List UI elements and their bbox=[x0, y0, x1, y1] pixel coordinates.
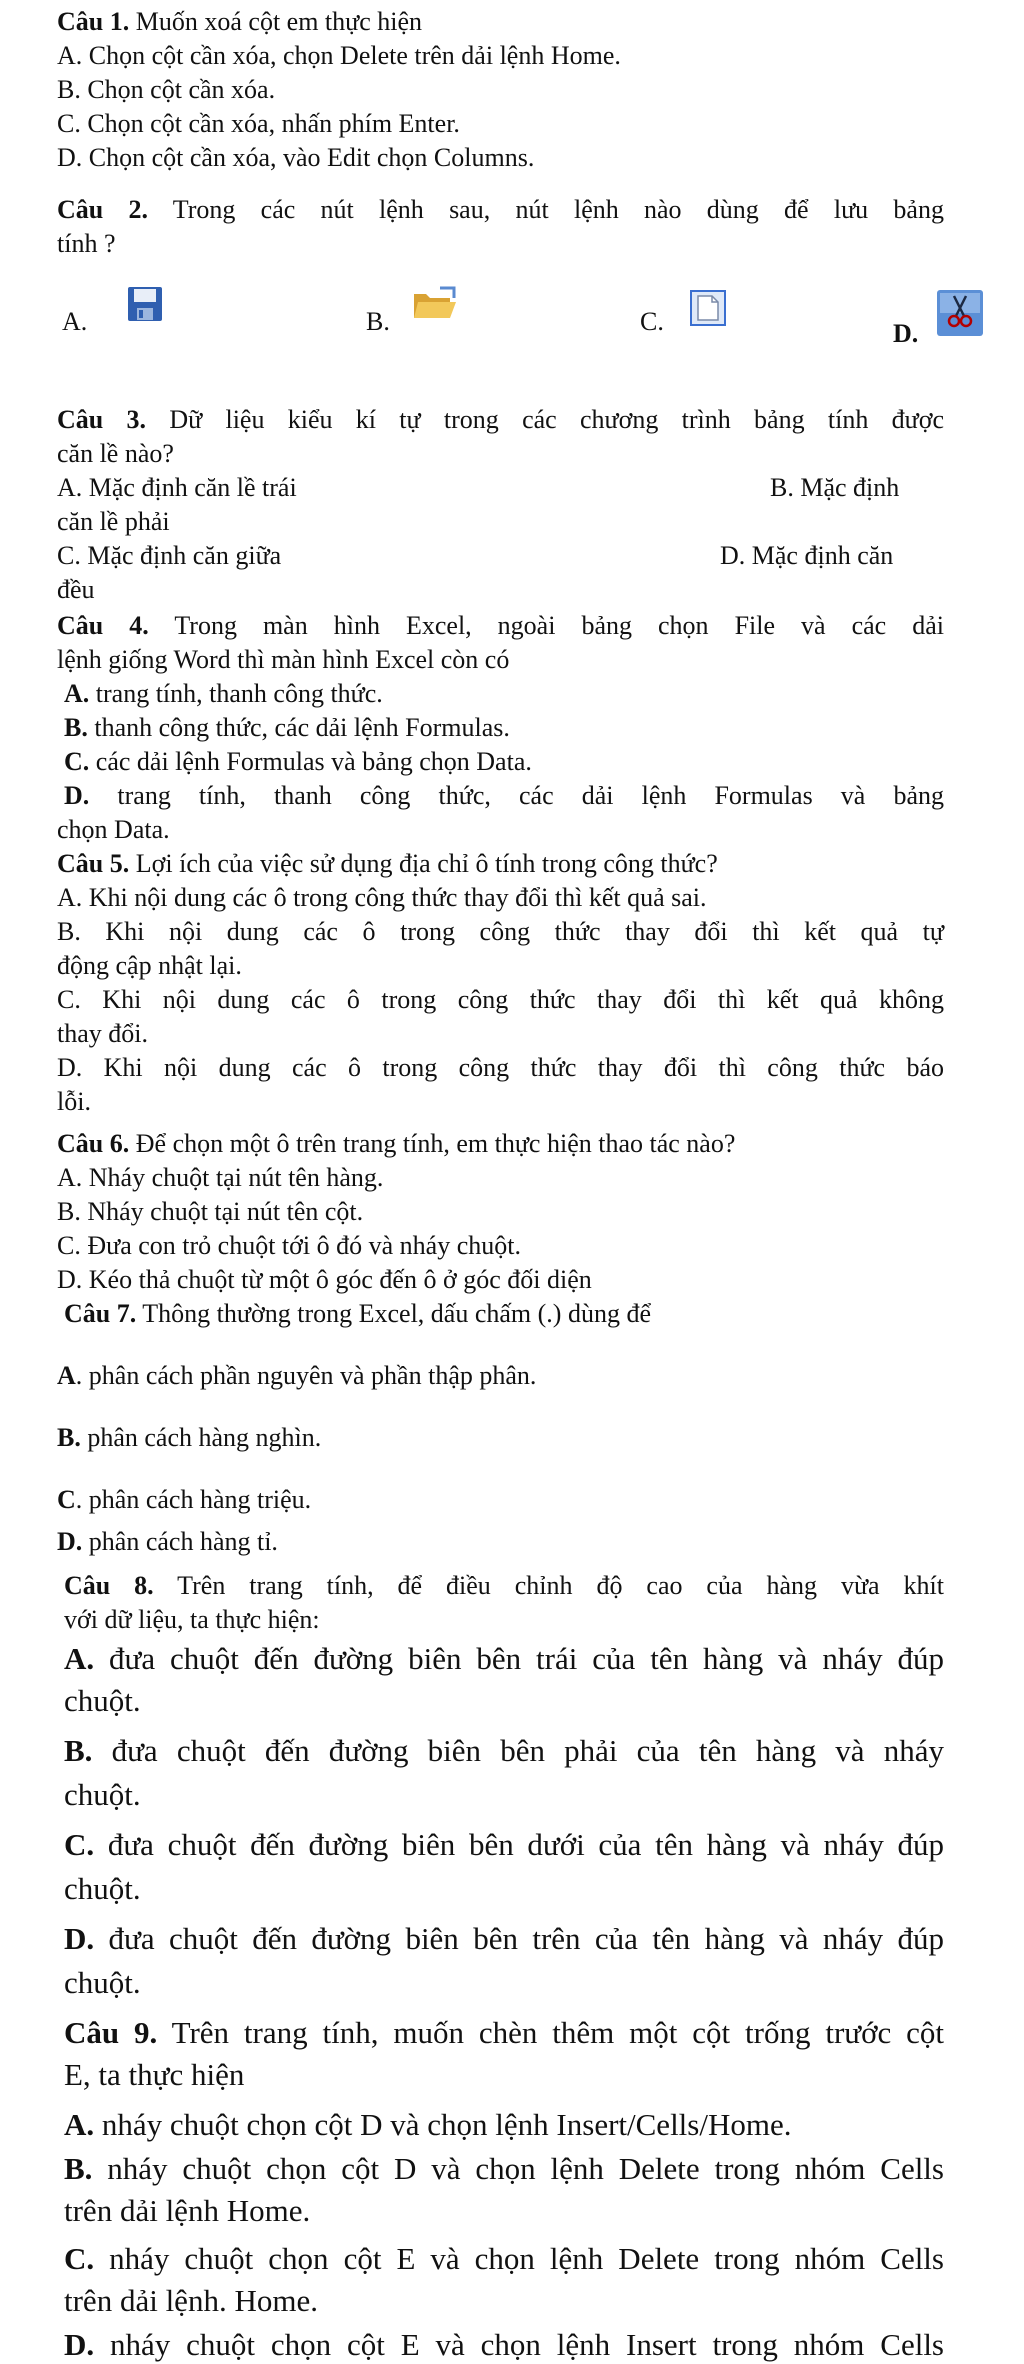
q8-option-d: D. đưa chuột đến đường biên bên trên của tên hàng và nháy đúp bbox=[64, 1921, 944, 1956]
q4-option-a: A. trang tính, thanh công thức. bbox=[64, 679, 383, 708]
open-folder-icon bbox=[410, 284, 458, 324]
q4-stem-line2: lệnh giống Word thì màn hình Excel còn có bbox=[57, 645, 510, 674]
q2-option-d: D. bbox=[893, 319, 919, 348]
q3-stem-line1: Câu 3. Dữ liệu kiểu kí tự trong các chương trình bảng tính được bbox=[57, 405, 944, 434]
q4-stem-line1: Câu 4. Trong màn hình Excel, ngoài bảng chọn File và các dải bbox=[57, 611, 944, 640]
q1-option-d: D. Chọn cột cần xóa, vào Edit chọn Columns. bbox=[57, 143, 535, 172]
q8-option-b-cont: chuột. bbox=[64, 1777, 141, 1812]
q1-title: Câu 1. bbox=[57, 7, 130, 36]
q1-option-a: A. Chọn cột cần xóa, chọn Delete trên dải lệnh Home. bbox=[57, 41, 621, 70]
q4-option-d-cont: chọn Data. bbox=[57, 815, 170, 844]
q9-option-a: A. nháy chuột chọn cột D và chọn lệnh Insert/Cells/Home. bbox=[64, 2107, 792, 2142]
q2-option-a: A. bbox=[62, 307, 88, 336]
q3-option-c: C. Mặc định căn giữa bbox=[57, 541, 282, 570]
q4-option-b: B. thanh công thức, các dải lệnh Formulas. bbox=[64, 713, 510, 742]
q5-stem: Câu 5. Lợi ích của việc sử dụng địa chỉ ô tính trong công thức? bbox=[57, 849, 718, 878]
save-icon bbox=[125, 284, 165, 324]
q5-option-d-cont: lỗi. bbox=[57, 1087, 91, 1116]
q7-option-c: C. phân cách hàng triệu. bbox=[57, 1485, 312, 1514]
q2-stem-line2: tính ? bbox=[57, 229, 116, 258]
q3-stem-line2: căn lề nào? bbox=[57, 439, 174, 468]
q9-option-b-cont: trên dải lệnh Home. bbox=[64, 2193, 311, 2228]
q6-option-a: A. Nháy chuột tại nút tên hàng. bbox=[57, 1163, 384, 1192]
q3-option-d: D. Mặc định căn bbox=[720, 541, 894, 570]
q8-option-a: A. đưa chuột đến đường biên bên trái của tên hàng và nháy đúp bbox=[64, 1641, 944, 1676]
q9-option-b: B. nháy chuột chọn cột D và chọn lệnh Delete trong nhóm Cells bbox=[64, 2151, 944, 2186]
q7-stem: Câu 7. Thông thường trong Excel, dấu chấm (.) dùng để bbox=[64, 1299, 651, 1328]
q2-stem-line1: Câu 2. Trong các nút lệnh sau, nút lệnh nào dùng để lưu bảng bbox=[57, 195, 944, 224]
q8-option-c: C. đưa chuột đến đường biên bên dưới của tên hàng và nháy đúp bbox=[64, 1827, 944, 1862]
q6-option-b: B. Nháy chuột tại nút tên cột. bbox=[57, 1197, 364, 1226]
q6-stem: Câu 6. Để chọn một ô trên trang tính, em thực hiện thao tác nào? bbox=[57, 1129, 736, 1158]
q8-option-c-cont: chuột. bbox=[64, 1871, 141, 1906]
q5-option-c-cont: thay đổi. bbox=[57, 1019, 148, 1048]
cut-scissors-icon bbox=[937, 290, 983, 336]
q8-stem-line2: với dữ liệu, ta thực hiện: bbox=[64, 1605, 320, 1634]
q1-stem: Câu 1. Muốn xoá cột em thực hiện bbox=[57, 7, 423, 36]
q9-option-c: C. nháy chuột chọn cột E và chọn lệnh Delete trong nhóm Cells bbox=[64, 2241, 944, 2276]
q5-option-b: B. Khi nội dung các ô trong công thức thay đổi thì kết quả tự bbox=[57, 917, 944, 946]
q8-option-b: B. đưa chuột đến đường biên bên phải của tên hàng và nháy bbox=[64, 1733, 944, 1768]
q1-option-c: C. Chọn cột cần xóa, nhấn phím Enter. bbox=[57, 109, 460, 138]
q5-option-a: A. Khi nội dung các ô trong công thức thay đổi thì kết quả sai. bbox=[57, 883, 707, 912]
q9-option-c-cont: trên dải lệnh. Home. bbox=[64, 2283, 318, 2318]
q7-option-b: B. phân cách hàng nghìn. bbox=[57, 1423, 322, 1452]
q8-stem-line1: Câu 8. Trên trang tính, để điều chỉnh độ cao của hàng vừa khít bbox=[64, 1571, 944, 1600]
q4-option-c: C. các dải lệnh Formulas và bảng chọn Data. bbox=[64, 747, 532, 776]
q4-option-d: D. trang tính, thanh công thức, các dải lệnh Formulas và bảng bbox=[64, 781, 944, 810]
q7-option-a: A. phân cách phần nguyên và phần thập phân. bbox=[57, 1361, 537, 1390]
q9-stem-line1: Câu 9. Trên trang tính, muốn chèn thêm một cột trống trước cột bbox=[64, 2015, 945, 2050]
q9-stem-line2: E, ta thực hiện bbox=[64, 2057, 245, 2092]
q8-option-d-cont: chuột. bbox=[64, 1965, 141, 2000]
q6-option-d: D. Kéo thả chuột từ một ô góc đến ô ở góc đối diện bbox=[57, 1265, 592, 1294]
q5-option-d: D. Khi nội dung các ô trong công thức thay đổi thì công thức báo bbox=[57, 1053, 944, 1082]
new-document-icon bbox=[690, 290, 726, 326]
q3-option-b-cont: căn lề phải bbox=[57, 507, 170, 536]
q8-option-a-cont: chuột. bbox=[64, 1683, 141, 1718]
q7-option-d: D. phân cách hàng tỉ. bbox=[57, 1527, 278, 1556]
q3-option-b: B. Mặc định bbox=[770, 473, 900, 502]
q5-option-b-cont: động cập nhật lại. bbox=[57, 951, 242, 980]
q9-option-d: D. nháy chuột chọn cột E và chọn lệnh Insert trong nhóm Cells bbox=[64, 2327, 944, 2362]
q2-option-c: C. bbox=[640, 307, 664, 336]
q5-option-c: C. Khi nội dung các ô trong công thức thay đổi thì kết quả không bbox=[57, 985, 944, 1014]
q3-option-a: A. Mặc định căn lề trái bbox=[57, 473, 297, 502]
q2-option-b: B. bbox=[366, 307, 390, 336]
q3-option-d-cont: đều bbox=[57, 575, 95, 604]
q6-option-c: C. Đưa con trỏ chuột tới ô đó và nháy chuột. bbox=[57, 1231, 521, 1260]
q1-option-b: B. Chọn cột cần xóa. bbox=[57, 75, 276, 104]
